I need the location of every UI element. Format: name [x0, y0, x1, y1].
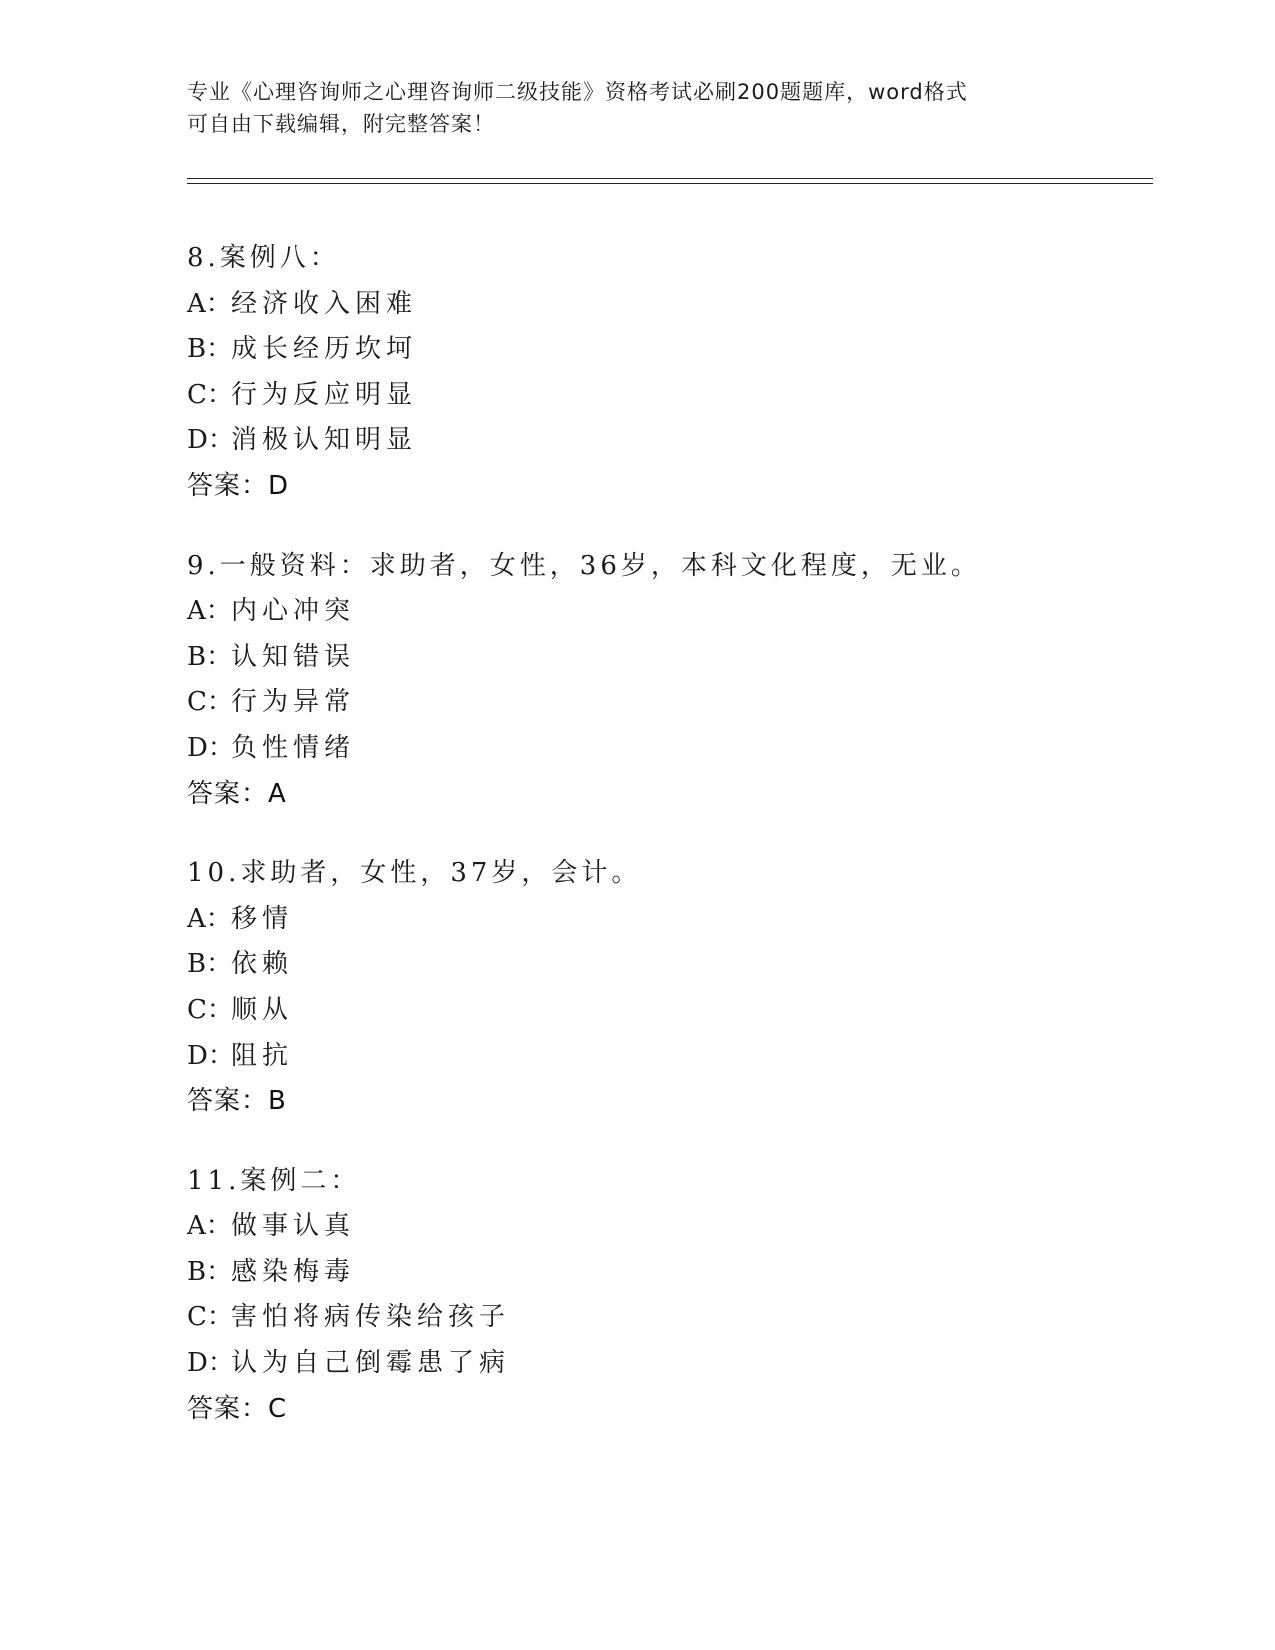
option-letter: C： — [187, 379, 233, 410]
option-d — [187, 726, 1153, 772]
option-letter: C： — [187, 994, 233, 1025]
option-letter: A： — [187, 1211, 232, 1242]
option-b — [187, 1250, 1153, 1296]
option-text: 依赖 — [231, 949, 294, 980]
header-title-line-2: 可自由下载编辑，附完整答案！ — [187, 112, 495, 136]
question-stem: 9.一般资料：求助者，女性，36岁，本科文化程度，无业。 — [187, 550, 981, 581]
option-letter: D： — [187, 1040, 234, 1071]
option-letter: A： — [187, 596, 232, 627]
question-8 — [187, 236, 1153, 510]
answer-label: 答案：D — [187, 470, 290, 501]
option-b — [187, 942, 1153, 988]
option-text: 认为自己倒霉患了病 — [231, 1348, 511, 1379]
option-letter: A： — [187, 903, 232, 934]
option-c — [187, 988, 1153, 1034]
option-a — [187, 589, 1153, 635]
option-c — [187, 1295, 1153, 1341]
option-c — [187, 680, 1153, 726]
option-letter: C： — [187, 1302, 233, 1333]
option-text: 认知错误 — [231, 641, 356, 672]
option-b — [187, 635, 1153, 681]
option-letter: A： — [187, 288, 232, 319]
document-header — [187, 76, 1067, 140]
question-10 — [187, 851, 1153, 1125]
option-b — [187, 327, 1153, 373]
option-letter: B： — [187, 949, 233, 980]
option-text: 消极认知明显 — [231, 425, 418, 456]
question-11 — [187, 1159, 1153, 1433]
header-divider-bottom — [187, 183, 1153, 184]
option-d — [187, 1034, 1153, 1080]
question-stem: 11.案例二： — [187, 1165, 361, 1196]
option-d — [187, 1341, 1153, 1387]
option-text: 负性情绪 — [231, 732, 356, 763]
answer-label: 答案：B — [187, 1086, 287, 1117]
question-stem: 8.案例八： — [187, 243, 340, 273]
option-a — [187, 897, 1153, 943]
option-letter: B： — [187, 334, 233, 365]
option-text: 害怕将病传染给孩子 — [231, 1302, 511, 1333]
option-letter: C： — [187, 687, 233, 718]
option-text: 做事认真 — [231, 1211, 356, 1242]
header-divider-top — [187, 178, 1153, 179]
option-a — [187, 282, 1153, 328]
option-letter: B： — [187, 641, 233, 672]
question-list — [187, 236, 1153, 1466]
option-text: 行为异常 — [231, 687, 356, 718]
option-letter: D： — [187, 425, 234, 456]
question-stem: 10.求助者，女性，37岁，会计。 — [187, 858, 642, 889]
header-title-line-1: 专业《心理咨询师之心理咨询师二级技能》资格考试必刷200题题库，word格式 — [187, 80, 968, 104]
option-text: 感染梅毒 — [231, 1256, 356, 1287]
option-text: 阻抗 — [231, 1040, 294, 1071]
option-a — [187, 1204, 1153, 1250]
answer-label: 答案：C — [187, 1393, 288, 1424]
option-text: 内心冲突 — [231, 596, 356, 627]
option-c — [187, 373, 1153, 419]
option-text: 顺从 — [231, 994, 294, 1025]
option-text: 经济收入困难 — [231, 288, 418, 319]
option-text: 行为反应明显 — [231, 379, 418, 410]
option-text: 移情 — [231, 903, 294, 934]
option-text: 成长经历坎坷 — [231, 334, 418, 365]
option-d — [187, 418, 1153, 464]
option-letter: D： — [187, 732, 234, 763]
option-letter: D： — [187, 1348, 234, 1379]
answer-label: 答案：A — [187, 778, 287, 809]
question-9 — [187, 544, 1153, 818]
option-letter: B： — [187, 1256, 233, 1287]
